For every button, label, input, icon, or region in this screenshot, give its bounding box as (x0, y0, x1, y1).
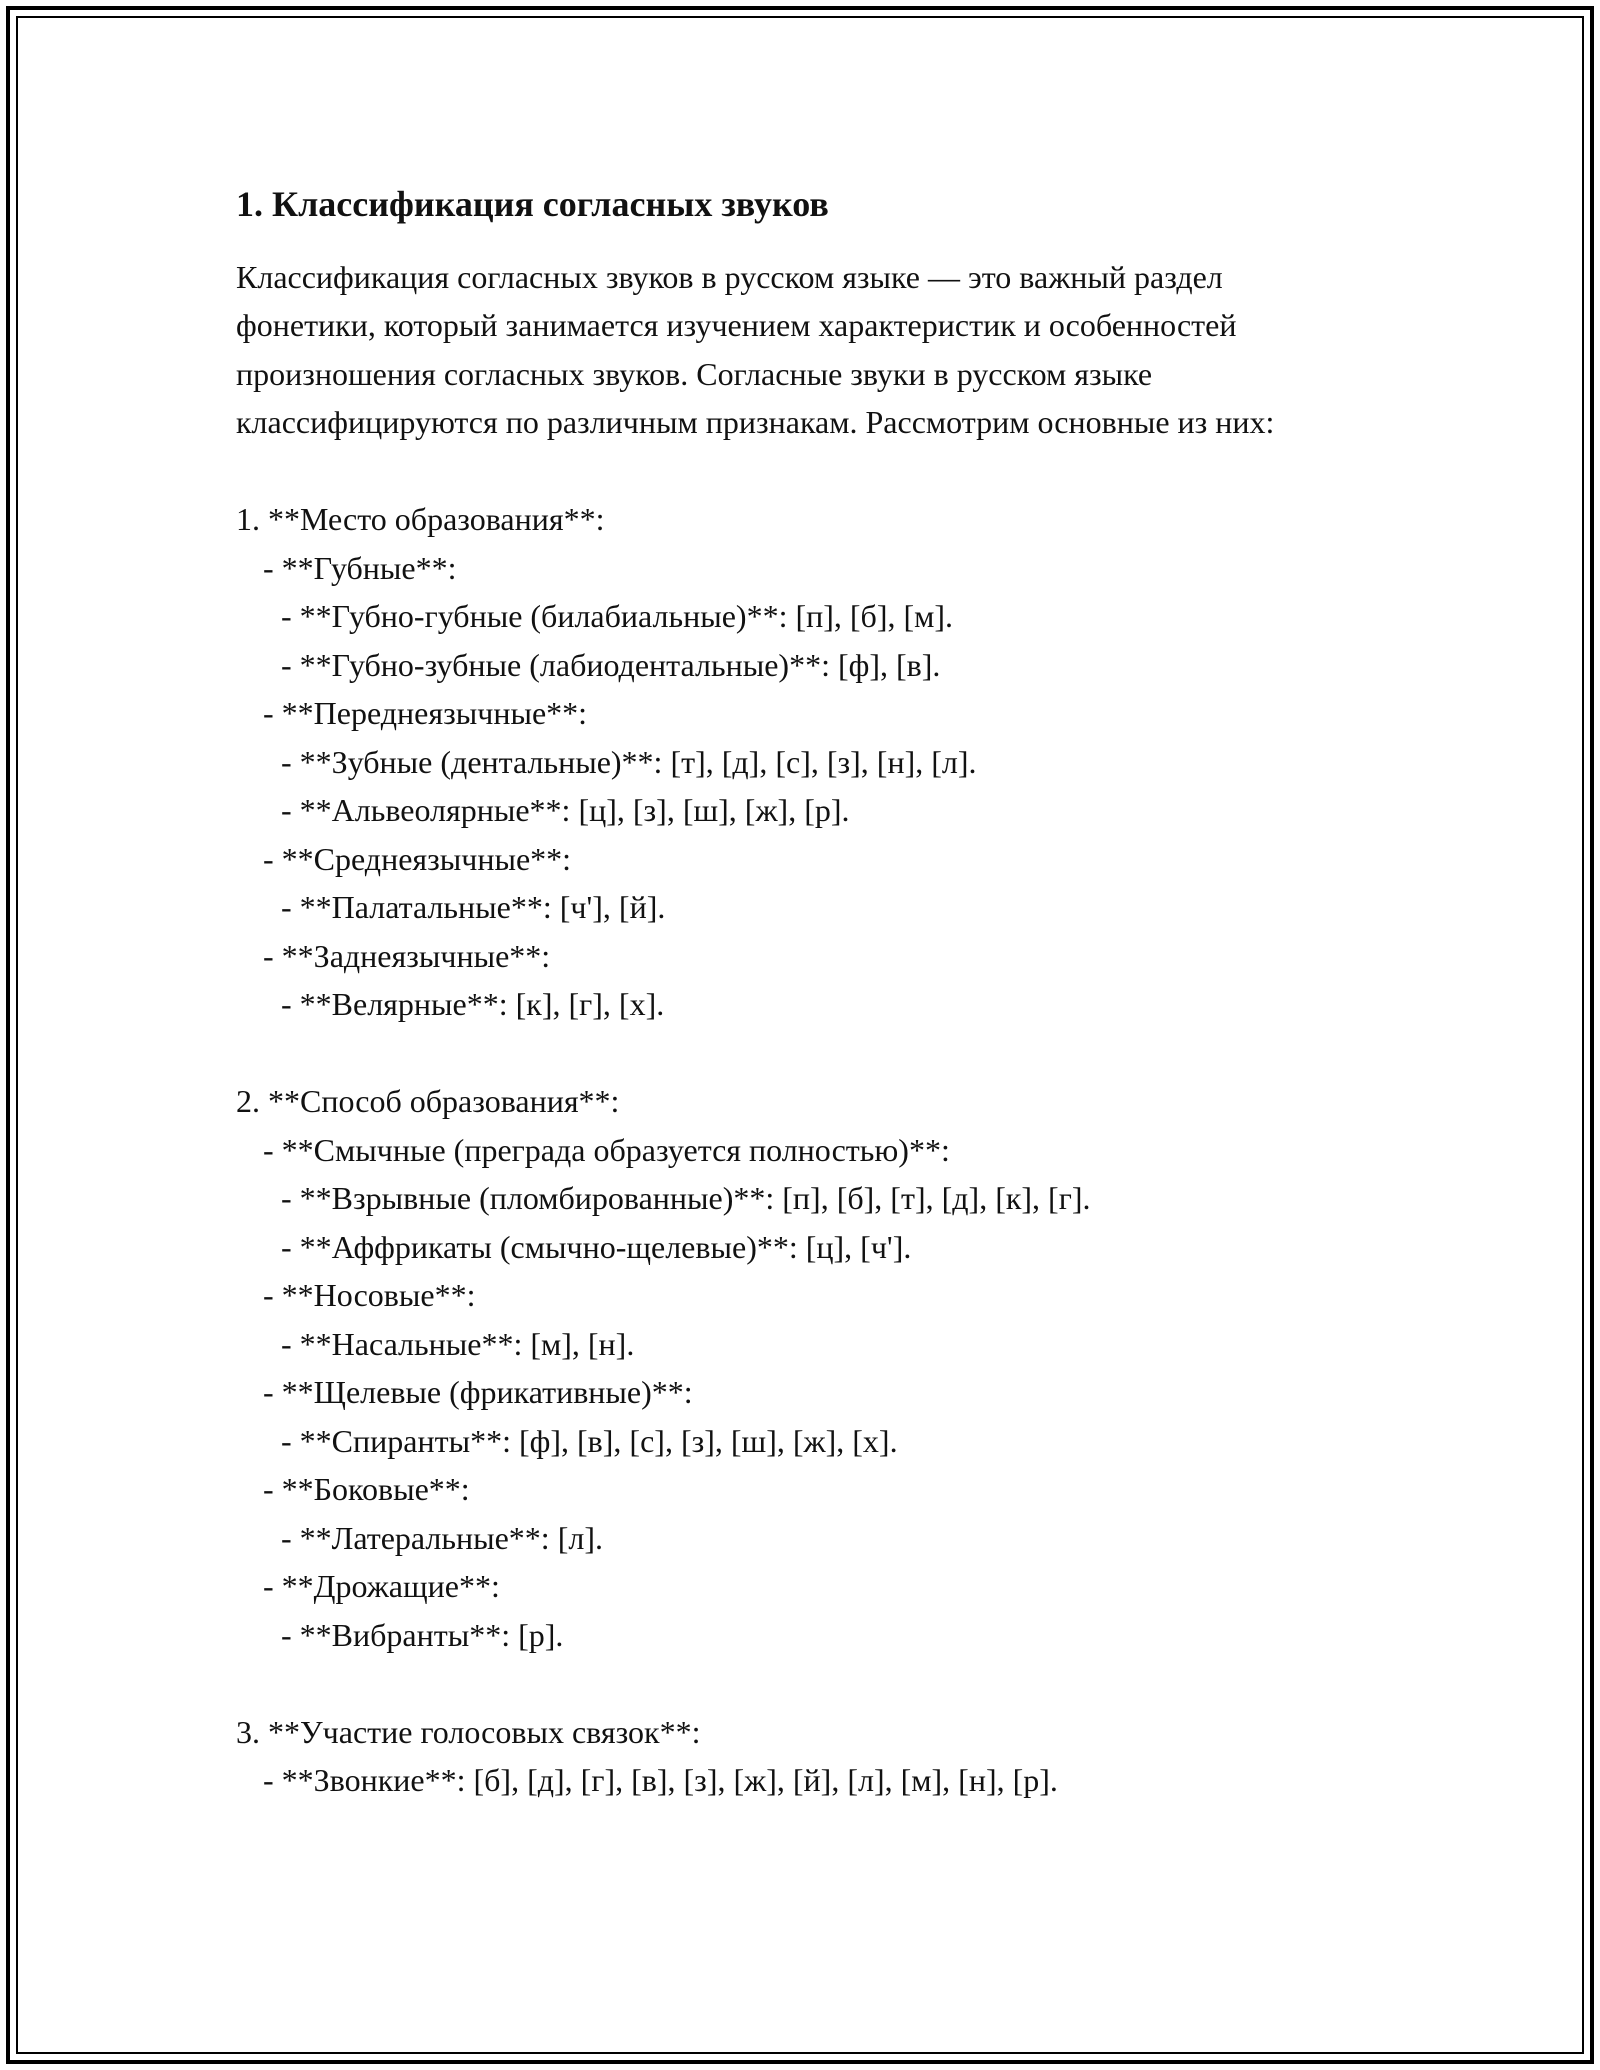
section-heading: 2. **Способ образования**: (236, 1083, 620, 1120)
page-title: 1. Классификация согласных звуков (236, 184, 829, 224)
list-item: - **Вибранты**: [р]. (281, 1616, 564, 1653)
list-item: - **Спиранты**: [ф], [в], [с], [з], [ш], [ж], [х]. (281, 1422, 898, 1459)
list-item: - **Среднеязычные**: (263, 840, 572, 877)
list-item: - **Латеральные**: [л]. (281, 1519, 603, 1556)
blank-line (236, 1659, 1346, 1708)
list-item: - **Смычные (преграда образуется полностью)**: (263, 1131, 950, 1168)
list-item: - **Губные**: (263, 549, 457, 586)
list-item: - **Боковые**: (263, 1471, 470, 1508)
list-item: - **Губно-зубные (лабиодентальные)**: [ф], [в]. (281, 646, 941, 683)
section-heading: 1. **Место образования**: (236, 501, 605, 538)
list-item: - **Аффрикаты (смычно-щелевые)**: [ц], [ч']. (281, 1228, 912, 1265)
list-item: - **Зубные (дентальные)**: [т], [д], [с], [з], [н], [л]. (281, 743, 977, 780)
list-item: - **Взрывные (пломбированные)**: [п], [б], [т], [д], [к], [г]. (281, 1180, 1091, 1217)
list-item: - **Переднеязычные**: (263, 695, 588, 732)
list-item: - **Носовые**: (263, 1277, 476, 1314)
section-vocal-cords (236, 1708, 1346, 1805)
list-item: - **Заднеязычные**: (263, 937, 551, 974)
document-body (236, 180, 1346, 1805)
section-place-of-articulation (236, 495, 1346, 1029)
list-item: - **Дрожащие**: (263, 1568, 500, 1605)
list-item: - **Велярные**: [к], [г], [х]. (281, 986, 665, 1023)
intro-paragraph: Классификация согласных звуков в русском языке — это важный раздел фонетики, который занимается изучением характеристик и особенностей произношения согласных звуков. Согласные звуки в русском языке классифицируются по различным признакам. Рассмотрим основные из них: (236, 258, 1275, 441)
list-item: - **Щелевые (фрикативные)**: (263, 1374, 693, 1411)
list-item: - **Звонкие**: [б], [д], [г], [в], [з], [ж], [й], [л], [м], [н], [р]. (263, 1762, 1058, 1799)
list-item: - **Губно-губные (билабиальные)**: [п], [б], [м]. (281, 598, 954, 635)
classification-list (236, 447, 1346, 1805)
blank-line (236, 447, 1346, 496)
list-item: - **Альвеолярные**: [ц], [з], [ш], [ж], [р]. (281, 792, 850, 829)
list-item: - **Насальные**: [м], [н]. (281, 1325, 635, 1362)
blank-line (236, 1029, 1346, 1078)
section-heading: 3. **Участие голосовых связок**: (236, 1713, 701, 1750)
list-item: - **Палатальные**: [ч'], [й]. (281, 889, 666, 926)
section-manner-of-articulation (236, 1077, 1346, 1659)
